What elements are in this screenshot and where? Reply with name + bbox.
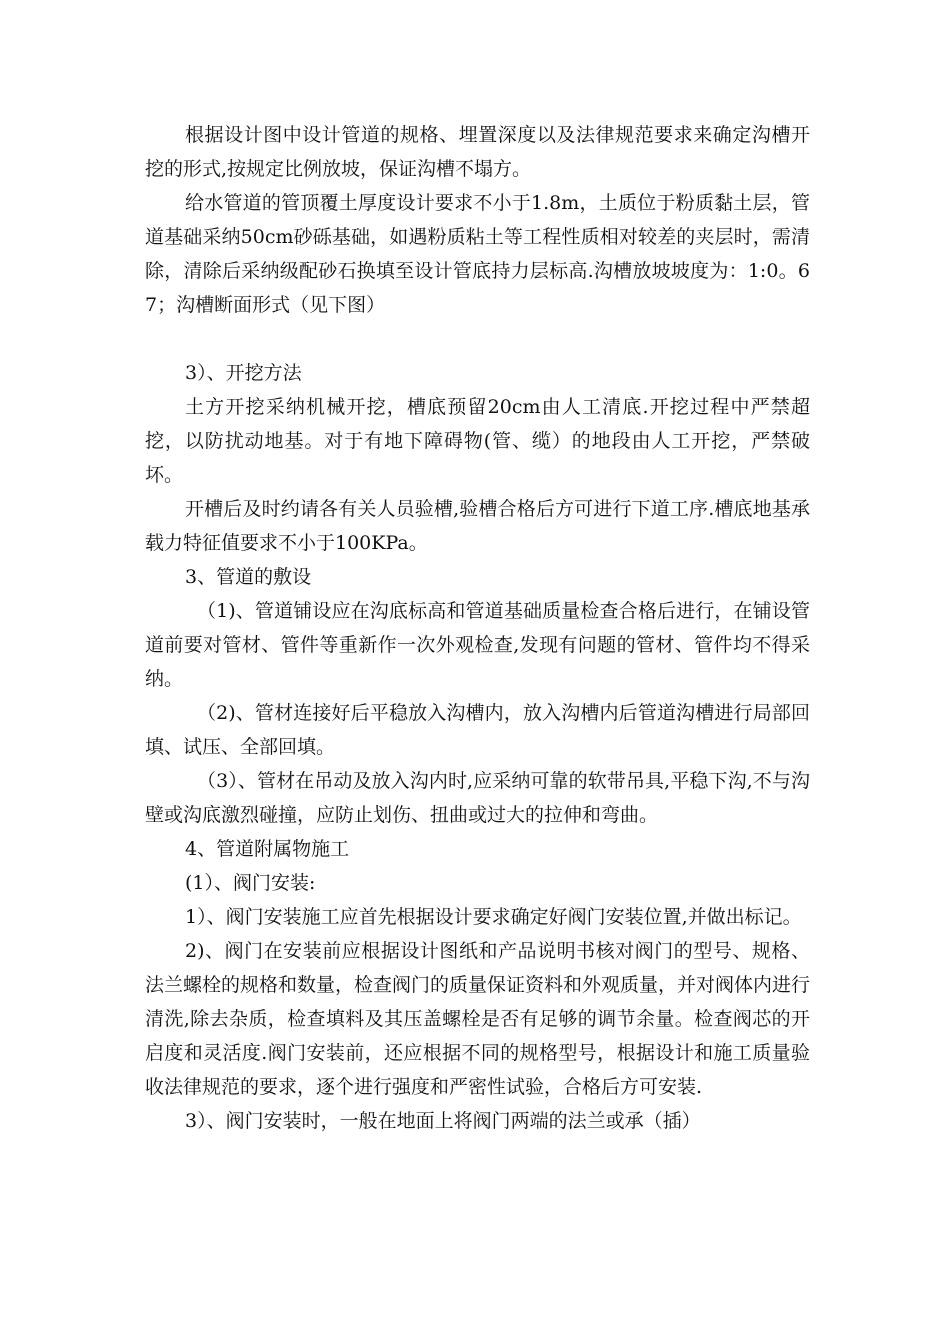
paragraph-trench-inspection: 开槽后及时约请各有关人员验槽,验槽合格后方可进行下道工序.槽底地基承载力特征值要求不小于100KPa。 xyxy=(145,498,810,554)
paragraph-valve-step-2: 2)、阀门在安装前应根据设计图纸和产品说明书核对阀门的型号、规格、法兰螺栓的规格和数量，检查阀门的质量保证资料和外观质量，并对阀体内进行清洗,除去杂质，检查填料及其压盖螺栓是否有足够的调节余量。检查阀芯的开启度和灵活度.阀门安装前，还应根据不同的规格型号，根据设计和施工质量验收法律规范的要求，逐个进行强度和严密性试验，合格后方可安装. xyxy=(145,940,811,1098)
paragraph-pipe-laying-1: （1)、管道铺设应在沟底标高和管道基础质量检查合格后进行，在铺设管道前要对管材、管件等重新作一次外观检查,发现有问题的管材、管件均不得采纳。 xyxy=(145,600,810,690)
paragraph-pipe-laying-3: （3）、管材在吊动及放入沟内时,应采纳可靠的软带吊具,平稳下沟,不与沟壁或沟底激烈碰撞，应防止划伤、扭曲或过大的拉伸和弯曲。 xyxy=(145,770,810,826)
document-body xyxy=(145,118,810,1138)
paragraph-trench-form: 根据设计图中设计管道的规格、埋置深度以及法律规范要求来确定沟槽开挖的形式,按规定比例放坡，保证沟槽不塌方。 xyxy=(145,124,810,180)
paragraph-pipe-laying-2: （2)、管材连接好后平稳放入沟槽内，放入沟槽内后管道沟槽进行局部回填、试压、全部回填。 xyxy=(145,702,810,758)
paragraph-valve-step-3: 3）、阀门安装时，一般在地面上将阀门两端的法兰或承（插） xyxy=(185,1110,701,1132)
paragraph-cover-depth: 给水管道的管顶覆土厚度设计要求不小于1.8m，土质位于粉质黏土层，管道基础采纳50cm砂砾基础，如遇粉质粘土等工程性质相对较差的夹层时，需清除，清除后采纳级配砂石换填至设计管底持力层标高.沟槽放坡坡度为：1:0。67；沟槽断面形式（见下图） xyxy=(145,192,810,316)
paragraph-valve-step-1: 1）、阀门安装施工应首先根据设计要求确定好阀门安装位置,并做出标记。 xyxy=(185,906,802,928)
heading-pipe-laying: 3、管道的敷设 xyxy=(185,566,312,588)
blank-line xyxy=(145,322,810,356)
heading-excavation-method: 3）、开挖方法 xyxy=(185,362,302,384)
heading-pipe-accessories: 4、管道附属物施工 xyxy=(185,838,350,860)
paragraph-mechanical-excavation: 土方开挖采纳机械开挖，槽底预留20cm由人工清底.开挖过程中严禁超挖，以防扰动地基。对于有地下障碍物(管、缆）的地段由人工开挖，严禁破坏。 xyxy=(145,396,810,486)
heading-valve-installation: (1）、阀门安装: xyxy=(185,872,316,894)
